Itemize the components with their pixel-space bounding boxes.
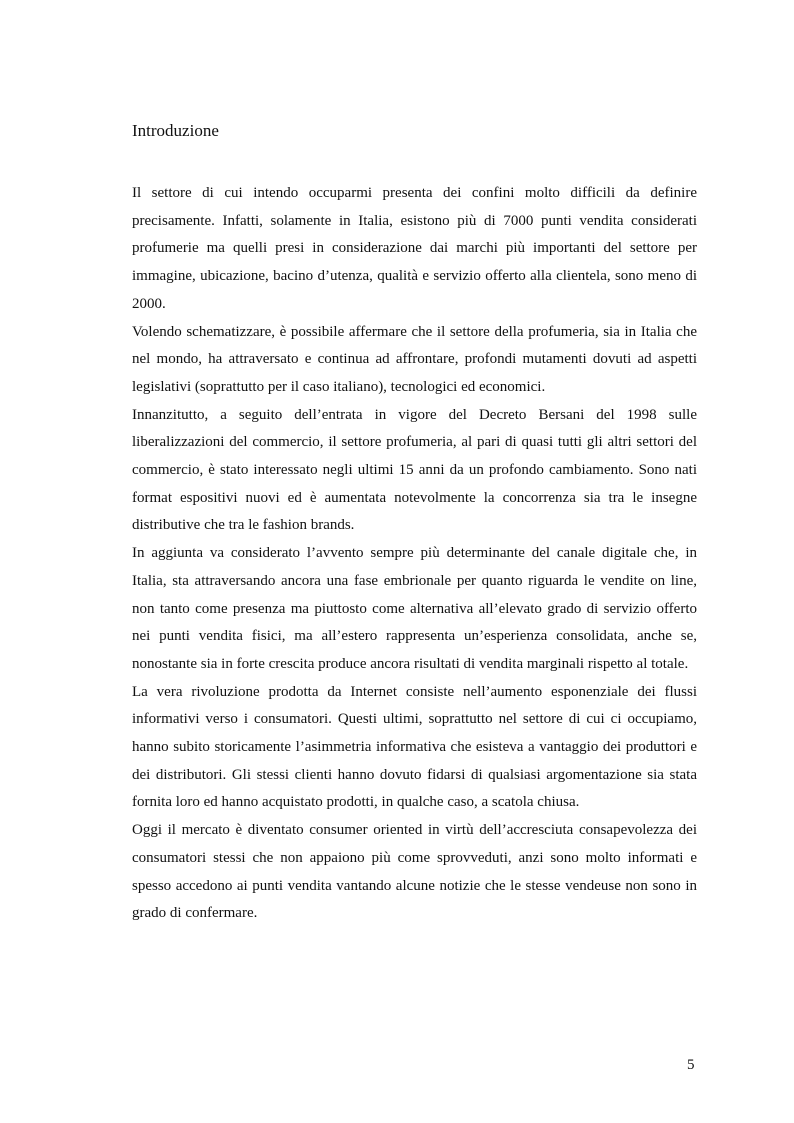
paragraph: Volendo schematizzare, è possibile affermare che il settore della profumeria, sia in Italia che nel mondo, ha attraversato e continua ad affrontare, profondi mutamenti dovuti ad aspetti legislativi (soprattutto per il caso italiano), tecnologici ed economici. [132, 323, 697, 395]
body-text [132, 180, 697, 928]
page-title: Introduzione [132, 121, 219, 140]
paragraph: Il settore di cui intendo occuparmi presenta dei confini molto difficili da definire precisamente. Infatti, solamente in Italia, esistono più di 7000 punti vendita considerati profumerie ma quelli presi in considerazione dai marchi più importanti del settore per immagine, ubicazione, bacino d’utenza, qualità e servizio offerto alla clientela, sono meno di 2000. [132, 185, 697, 312]
paragraph: Oggi il mercato è diventato consumer oriented in virtù dell’accresciuta consapevolezza dei consumatori stessi che non appaiono più come sprovveduti, anzi sono molto informati e spesso accedono ai punti vendita vantando alcune notizie che le stesse vendeuse non sono in grado di confermare. [132, 822, 697, 922]
page-number: 5 [687, 1057, 695, 1073]
paragraph: In aggiunta va considerato l’avvento sempre più determinante del canale digitale che, in Italia, sta attraversando ancora una fase embrionale per quanto riguarda le vendite on line, non tanto come presenza ma piuttosto come alternativa all’elevato grado di servizio offerto nei punti vendita fisici, ma all’estero rappresenta un’esperienza consolidata, anche se, nonostante sia in forte crescita produce ancora risultati di vendita marginali rispetto al totale. [132, 545, 697, 672]
paragraph: Innanzitutto, a seguito dell’entrata in vigore del Decreto Bersani del 1998 sulle liberalizzazioni del commercio, il settore profumeria, al pari di quasi tutti gli altri settori del commercio, è stato interessato negli ultimi 15 anni da un profondo cambiamento. Sono nati format espositivi nuovi ed è aumentata notevolmente la concorrenza sia tra le insegne distributive che tra le fashion brands. [132, 406, 697, 534]
paragraph: La vera rivoluzione prodotta da Internet consiste nell’aumento esponenziale dei flussi informativi verso i consumatori. Questi ultimi, soprattutto nel settore di cui ci occupiamo, hanno subito storicamente l’asimmetria informativa che esisteva a vantaggio dei produttori e dei distributori. Gli stessi clienti hanno dovuto fidarsi di qualsiasi argomentazione sia stata fornita loro ed hanno acquistato prodotti, in qualche caso, a scatola chiusa. [132, 683, 697, 811]
